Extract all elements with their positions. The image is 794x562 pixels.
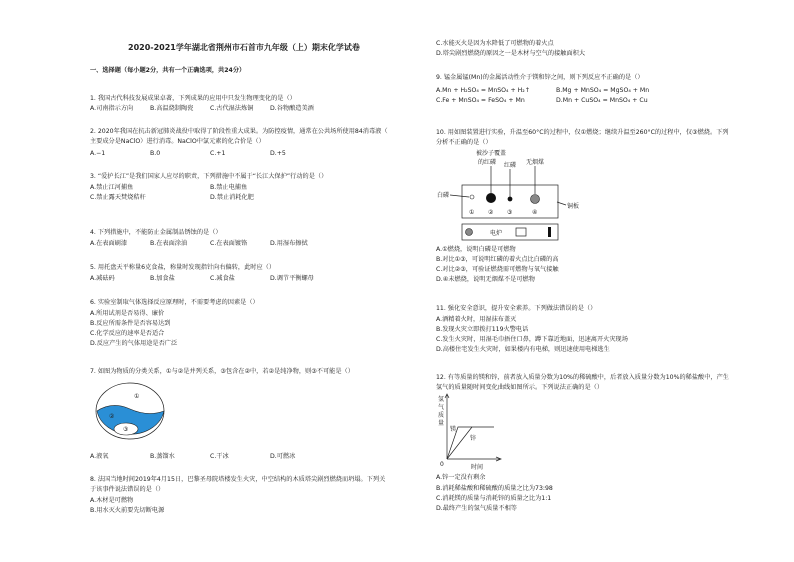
q10-option-b: B.对比①③，可说明红磷的着火点比白磷的高 xyxy=(436,256,559,263)
q8-option-d: D.塔尖剧烈燃烧的原因之一是木材与空气的接触面积大 xyxy=(436,50,586,57)
label-1: ① xyxy=(134,393,140,400)
q9-option-d: D.Mn + CuSO₄ = MnSO₄ + Cu xyxy=(556,97,648,104)
origin-label: 0 xyxy=(440,461,444,468)
label-red-phosphorus: 红磷 xyxy=(504,162,517,169)
q12-hydrogen-mass-graph xyxy=(436,393,516,473)
q4-option-c: C.在表面镀铬 xyxy=(210,240,248,247)
q3-stem: 3. “爱护长江”是我们国家人应尽的职责，下列措施中不属于“长江大保护”行动的是（） xyxy=(90,173,328,180)
q1-option-b: B.高温烧制陶瓷 xyxy=(150,105,194,112)
q5-stem: 5. 用托盘天平称量6克食盐，称量时发现指针向右偏转，此时应（） xyxy=(90,264,276,271)
q12-stem-line1: 12. 有等质量的镁和锌，前者放入质量分数为10%的稀硫酸中，后者放入质量分数为10%的稀盐酸中，产生 xyxy=(436,374,729,381)
q5-option-c: C.减食盐 xyxy=(210,275,235,282)
furnace-switch xyxy=(548,227,551,237)
q7-option-b: B.蒸馏水 xyxy=(150,453,175,460)
q7-classification-diagram xyxy=(92,381,172,443)
q10-stem-line2: 分析不正确的是（） xyxy=(436,139,492,146)
pos-1: ① xyxy=(469,209,475,216)
label-copper-plate: 铜板 xyxy=(567,203,580,210)
q10-option-a: A.①燃烧，说明白磷是可燃物 xyxy=(436,246,516,253)
q7-stem: 7. 如图为物质的分类关系，①与②是并列关系，③包含在②中，若②是纯净物，则③不可能是（） xyxy=(90,368,354,375)
label-anthracite: 无烟煤 xyxy=(526,159,545,166)
ylabel-char-2: 气 xyxy=(438,404,445,411)
q6-option-d: D.反应产生的气体用途是否广泛 xyxy=(90,340,178,347)
q8-stem-line1: 8. 法国当地时间2019年4月15日，巴黎圣母院塔楼发生火灾，中空结构的木质塔尖剧烈燃烧而坍塌。下列关 xyxy=(90,476,386,483)
q1-option-a: A.司南指示方向 xyxy=(90,105,134,112)
q5-option-d: D.调节平衡螺母 xyxy=(270,275,314,282)
q8-option-b: B.用水灭火前要先切断电源 xyxy=(90,507,165,514)
q11-option-b: B.发现火灾立即拨打119火警电话 xyxy=(436,326,529,333)
page-title: 2020-2021学年湖北省荆州市石首市九年级（上）期末化学试卷 xyxy=(128,43,360,52)
q2-stem-line1: 2. 2020年我国在抗击新冠肺炎战役中取得了阶段性重大成果。为防控疫情，通常在公共场所使用84消毒液（ xyxy=(90,128,388,135)
label-red-phosphorus-1: 的红磷 xyxy=(478,159,497,166)
anthracite-dot xyxy=(531,195,540,204)
q9-option-b: B.Mg + MnSO₄ = MgSO₄ + Mn xyxy=(556,87,650,94)
q8-option-c: C.水能灭火是因为水降低了可燃物的着火点 xyxy=(436,40,554,47)
q10-apparatus-diagram xyxy=(436,147,606,243)
white-phosphorus-dot xyxy=(470,195,474,199)
q2-stem-line2: 主要成分是NaClO）进行消毒。NaClO中氯元素的化合价是（） xyxy=(90,138,265,145)
q4-option-b: B.在表面涂油 xyxy=(150,240,188,247)
ylabel-char-1: 氢 xyxy=(438,396,445,403)
label-2: ② xyxy=(109,413,115,420)
q1-stem: 1. 我国古代科技发展成果卓著，下列成果的应用中只发生物理变化的是（） xyxy=(90,95,296,102)
q7-option-a: A.液氧 xyxy=(90,453,109,460)
q6-option-a: A.所用试剂是否易得、廉价 xyxy=(90,310,165,317)
q1-option-d: D.谷物酿造美酒 xyxy=(270,105,314,112)
furnace-knob xyxy=(466,229,473,236)
q3-option-d: D.禁止消耗化肥 xyxy=(210,194,254,201)
red-phosphorus-dot xyxy=(508,197,513,202)
label-white-phosphorus: 白磷 xyxy=(437,192,450,199)
q8-stem-line2: 于该事件说法错误的是（） xyxy=(90,486,165,493)
q7-option-c: C.干冰 xyxy=(210,453,229,460)
q12-option-a: A.锌一定没有剩余 xyxy=(436,474,486,481)
label-magnesium: 镁 xyxy=(450,426,457,433)
sand-covered-red-phosphorus xyxy=(486,193,496,203)
q9-stem: 9. 锰金属锰(Mn)的金属活动性介于镁和锌之间，则下列反应不正确的是（） xyxy=(436,74,644,81)
q6-option-b: B.反应所需条件是否容易达到 xyxy=(90,320,171,327)
q7-option-d: D.可燃冰 xyxy=(270,453,296,460)
label-electric-furnace: 电炉 xyxy=(490,230,503,237)
pos-2: ② xyxy=(488,209,494,216)
electric-furnace xyxy=(462,224,558,240)
q2-option-a: A.−1 xyxy=(90,150,106,157)
ylabel-char-3: 质 xyxy=(438,412,445,419)
q11-option-a: A.酒精着火时，用湿抹布盖灭 xyxy=(436,316,517,323)
q1-option-c: C.古代湿法炼铜 xyxy=(210,105,254,112)
furnace-panel xyxy=(516,228,526,236)
q9-option-c: C.Fe + MnSO₄ = FeSO₄ + Mn xyxy=(436,97,525,104)
q5-option-b: B.加食盐 xyxy=(150,275,175,282)
label-zinc: 锌 xyxy=(470,435,477,442)
q6-stem: 6. 实验室制取气体选择反应原理时，不需要考虑的因素是（） xyxy=(90,299,259,306)
q11-option-c: C.发生火灾时，用湿毛巾捂住口鼻，蹲下靠近地面，迅速离开火灾现场 xyxy=(436,336,628,343)
q4-stem: 4. 下列措施中，不能防止金属制品锈蚀的是（） xyxy=(90,229,222,236)
q12-option-d: D.最终产生的氢气质量不相等 xyxy=(436,505,517,512)
label-sand-covered: 被沙子覆盖 xyxy=(476,150,507,157)
q2-option-b: B.0 xyxy=(150,150,161,157)
q6-option-c: C.化学反应的速率是否适合 xyxy=(90,330,165,337)
q2-option-d: D.+5 xyxy=(270,150,286,157)
q2-option-c: C.+1 xyxy=(210,150,226,157)
pos-4: ④ xyxy=(532,209,538,216)
pos-3: ③ xyxy=(507,209,513,216)
q11-stem: 11. 强化安全意识，提升安全素养。下列做法错误的是（） xyxy=(436,305,597,312)
q3-option-c: C.禁止露天焚烧秸秆 xyxy=(90,194,146,201)
q9-option-a: A.Mn + H₂SO₄ = MnSO₄ + H₂↑ xyxy=(436,87,530,94)
q12-option-c: C.消耗镁的质量与消耗锌的质量之比为1:1 xyxy=(436,495,552,502)
q4-option-d: D.用湿布擦拭 xyxy=(270,240,308,247)
label-3: ③ xyxy=(123,426,129,433)
q4-option-a: A.在表面刷漆 xyxy=(90,240,128,247)
q10-option-c: C.对比②③，可验证燃烧需可燃物与氧气接触 xyxy=(436,266,559,273)
q10-option-d: D.④未燃烧，说明无烟煤不是可燃物 xyxy=(436,276,535,283)
q3-option-b: B.禁止电捕鱼 xyxy=(210,184,248,191)
q12-stem-line2: 氢气的质量随时间变化曲线如图所示。下列说法正确的是（） xyxy=(436,384,604,391)
q5-option-a: A.减砝码 xyxy=(90,275,115,282)
q11-option-d: D.高楼住宅发生火灾时，如果楼内有电梯，则迅速使用电梯逃生 xyxy=(436,346,610,353)
section-heading: 一、选择题（每小题2分，共有一个正确选项，共24分） xyxy=(90,67,246,74)
xlabel: 时间 xyxy=(471,464,484,471)
q8-option-a: A.木材是可燃物 xyxy=(90,497,134,504)
q3-option-a: A.禁止江河捕鱼 xyxy=(90,184,134,191)
q10-stem-line1: 10. 用如图装置进行实验，升温至60°C的过程中，仅①燃烧；继续升温至260°C的过程中，仅③燃烧。下列 xyxy=(436,129,729,136)
ylabel-char-4: 量 xyxy=(438,420,445,427)
q12-option-b: B.消耗稀盐酸和稀硫酸的质量之比为73:98 xyxy=(436,485,553,492)
